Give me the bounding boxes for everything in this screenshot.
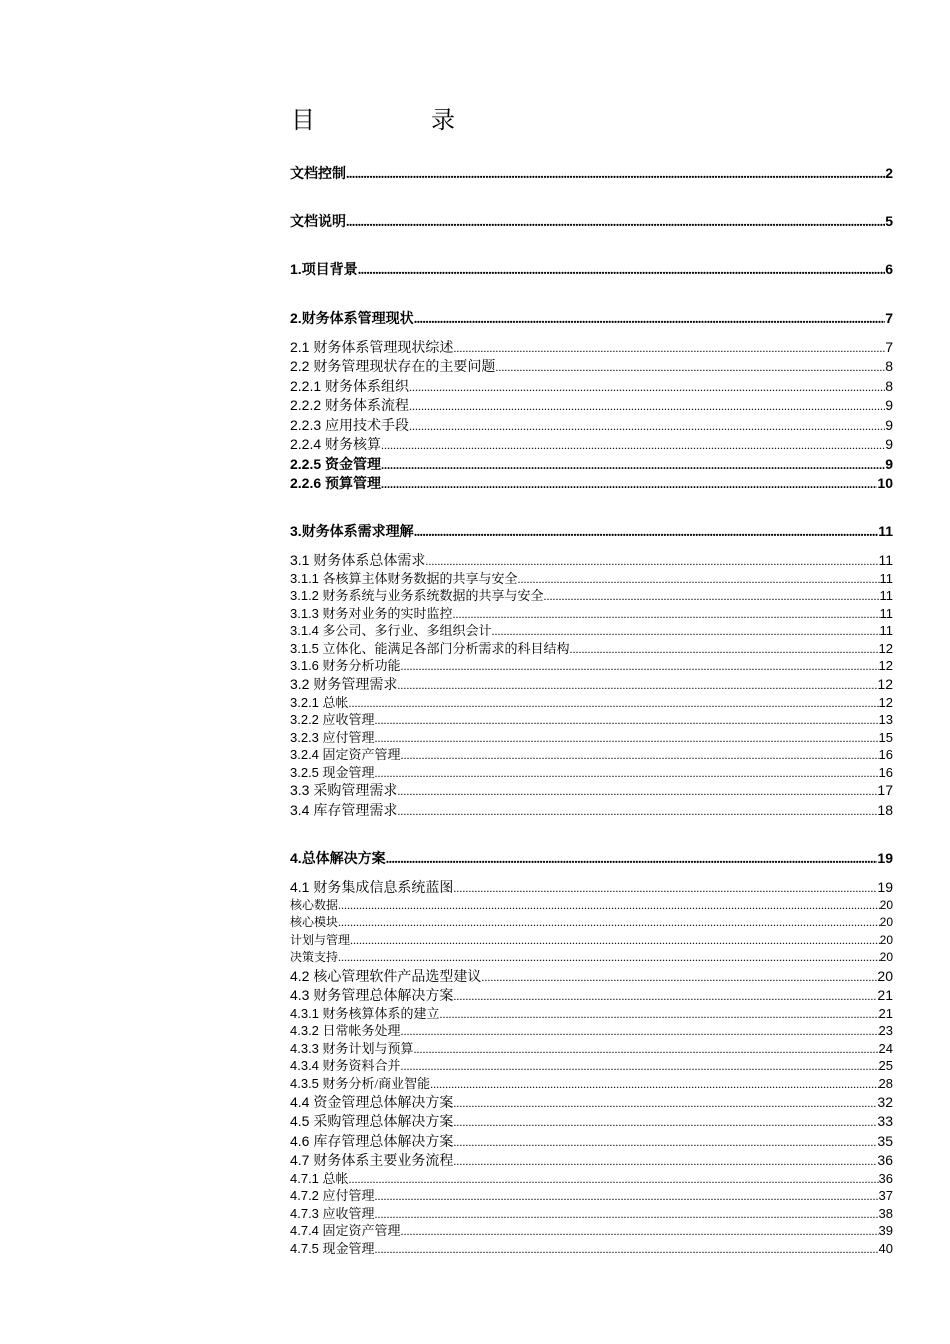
- toc-entry-number: 4.7: [290, 1152, 314, 1168]
- toc-entry-text: 财务管理现状存在的主要问题: [313, 360, 496, 375]
- toc-entry-number: 3.2.1: [290, 695, 323, 710]
- toc-entry[interactable]: [290, 932, 893, 948]
- toc-entry[interactable]: [290, 849, 893, 869]
- toc-entry-number: 4.4: [290, 1094, 314, 1110]
- toc-entry-number: 4.3.1: [290, 1006, 323, 1021]
- toc-dot-leader: [544, 588, 880, 605]
- toc-dot-leader: [401, 1023, 879, 1040]
- toc-dot-leader: [375, 730, 879, 747]
- toc-entry-label: [290, 377, 409, 397]
- toc-dot-leader: [518, 571, 880, 588]
- toc-page-number: 6: [885, 261, 893, 277]
- toc-entry-label: [290, 1057, 401, 1074]
- toc-entry-label: [290, 675, 397, 695]
- toc-page-number: 23: [878, 1023, 893, 1038]
- toc-page-number: 19: [877, 879, 893, 895]
- toc-page-number: 9: [885, 417, 893, 433]
- toc-entry[interactable]: [290, 711, 893, 729]
- toc-entry-text: 决策支持: [290, 950, 339, 964]
- toc-entry-label: [290, 986, 453, 1006]
- toc-entry-text: 项目背景: [301, 263, 358, 278]
- toc-entry[interactable]: [290, 1040, 893, 1058]
- toc-dot-leader: [375, 1241, 879, 1258]
- toc-entry-text: 财务集成信息系统蓝图: [313, 881, 454, 896]
- toc-entry[interactable]: [290, 338, 893, 358]
- toc-entry-label: [290, 357, 495, 377]
- toc-dot-leader: [346, 214, 885, 232]
- toc-entry-number: 2.2.4: [290, 436, 326, 452]
- toc-entry[interactable]: [290, 949, 893, 965]
- toc-page-number: 28: [878, 1076, 893, 1091]
- toc-dot-leader: [453, 1113, 877, 1132]
- toc-entry-label: [290, 260, 358, 280]
- toc-entry[interactable]: [290, 1132, 893, 1152]
- toc-entry-number: 4.3.4: [290, 1058, 323, 1073]
- toc-entry[interactable]: [290, 587, 893, 605]
- toc-page-number: 11: [879, 623, 893, 638]
- toc-entry-label: [290, 309, 414, 329]
- toc-entry[interactable]: [290, 622, 893, 640]
- toc-entry-label: [290, 1005, 440, 1022]
- toc-entry-number: 4.3.2: [290, 1023, 323, 1038]
- toc-entry-text: 核心管理软件产品选型建议: [313, 970, 482, 985]
- toc-page-number: 33: [877, 1113, 893, 1129]
- toc-entry-number: 1.: [290, 261, 302, 277]
- toc-entry-text: 总体解决方案: [301, 852, 386, 867]
- toc-dot-leader: [375, 712, 879, 729]
- toc-page-number: 21: [878, 1006, 893, 1021]
- toc-page-number: 25: [878, 1058, 893, 1073]
- toc-page-number: 11: [879, 588, 893, 603]
- toc-entry-text: 现金管理: [322, 1241, 375, 1256]
- toc-entry-number: 2.2.2: [290, 397, 326, 413]
- toc-entry-number: 3.2.3: [290, 730, 323, 745]
- toc-entry-label: [290, 694, 349, 711]
- toc-entry[interactable]: [290, 1187, 893, 1205]
- toc-entry-text: 财务体系组织: [325, 380, 410, 395]
- toc-entry-number: 2.1: [290, 339, 314, 355]
- toc-entry-number: 4.3.5: [290, 1076, 323, 1091]
- toc-entry[interactable]: [290, 967, 893, 987]
- toc-entry-number: 4.1: [290, 879, 314, 895]
- toc-entry-text: 采购管理需求: [313, 784, 398, 799]
- toc-dot-leader: [440, 1006, 879, 1023]
- toc-entry-label: [290, 605, 453, 622]
- toc-entry[interactable]: [290, 474, 893, 494]
- toc-entry-label: [290, 849, 386, 869]
- toc-dot-leader: [397, 802, 877, 821]
- toc-entry-text: 计划与管理: [290, 933, 351, 947]
- toc-entry[interactable]: [290, 764, 893, 782]
- toc-page-number: 20: [877, 968, 893, 984]
- toc-entry-label: [290, 1093, 453, 1113]
- toc-entry-label: [290, 729, 375, 746]
- toc-entry[interactable]: [290, 416, 893, 436]
- toc-entry[interactable]: [290, 570, 893, 588]
- toc-entry-text: 日常帐务处理: [322, 1023, 401, 1038]
- toc-entry-text: 财务管理总体解决方案: [313, 989, 454, 1004]
- toc-entry-label: [290, 781, 397, 801]
- toc-entry-label: [290, 746, 401, 763]
- toc-entry[interactable]: [290, 1075, 893, 1093]
- toc-entry[interactable]: [290, 694, 893, 712]
- toc-entry-number: 3.: [290, 523, 302, 539]
- toc-dot-leader: [453, 339, 885, 358]
- toc-entry[interactable]: [290, 1005, 893, 1023]
- toc-entry[interactable]: [290, 1240, 893, 1258]
- toc-page-number: 2: [885, 165, 893, 181]
- toc-dot-leader: [375, 1206, 879, 1223]
- toc-page-number: 11: [878, 552, 893, 568]
- table-of-contents: [290, 0, 893, 1344]
- toc-entry-number: 3.1.1: [290, 571, 323, 586]
- toc-entry-number: 4.3: [290, 987, 314, 1003]
- toc-page-number: 36: [878, 1171, 893, 1186]
- toc-entry-number: 3.2.2: [290, 712, 323, 727]
- toc-page-number: 24: [878, 1041, 893, 1056]
- toc-entry-label: [290, 166, 346, 184]
- toc-dot-leader: [453, 1133, 877, 1152]
- toc-dot-leader: [401, 658, 879, 675]
- toc-entry[interactable]: [290, 897, 893, 913]
- toc-entry[interactable]: [290, 657, 893, 675]
- toc-entry[interactable]: [290, 309, 893, 329]
- toc-dot-leader: [409, 417, 885, 436]
- toc-entry-number: 3.2.5: [290, 765, 323, 780]
- toc-entry-label: [290, 1205, 375, 1222]
- toc-dot-leader: [397, 676, 877, 695]
- toc-entry-number: 4.2: [290, 968, 314, 984]
- toc-entry-text: 采购管理总体解决方案: [313, 1115, 454, 1130]
- toc-entry-text: 财务对业务的实时监控: [322, 606, 453, 621]
- toc-entry[interactable]: [290, 1057, 893, 1075]
- toc-entry-text: 应付管理: [322, 730, 375, 745]
- toc-page-number: 16: [878, 765, 893, 780]
- toc-entry-label: [290, 1187, 375, 1204]
- toc-dot-leader: [430, 1076, 878, 1093]
- toc-entry-label: [290, 897, 338, 913]
- toc-entry-text: 多公司、多行业、多组织会计: [322, 623, 492, 638]
- toc-dot-leader: [453, 1094, 877, 1113]
- toc-page-number: 40: [878, 1241, 893, 1256]
- toc-entry-text: 核心数据: [290, 898, 339, 912]
- toc-page-number: 16: [878, 747, 893, 762]
- toc-entry[interactable]: [290, 377, 893, 397]
- toc-page-number: 15: [878, 730, 893, 745]
- toc-page-number: 18: [877, 802, 893, 818]
- toc-entry-text: 财务系统与业务系统数据的共享与安全: [322, 588, 544, 603]
- toc-entry-label: [290, 455, 381, 475]
- toc-entry[interactable]: [290, 1222, 893, 1240]
- toc-entry-label: [290, 1222, 401, 1239]
- toc-entry[interactable]: [290, 729, 893, 747]
- toc-entry-number: 3.2: [290, 676, 314, 692]
- toc-entry-number: 3.1.5: [290, 641, 323, 656]
- toc-entry-number: 3.1.4: [290, 623, 323, 638]
- toc-page-number: 7: [885, 339, 893, 355]
- toc-entry-number: 4.5: [290, 1113, 314, 1129]
- toc-entry-text: 财务分析功能: [322, 658, 401, 673]
- toc-dot-leader: [349, 1171, 879, 1188]
- toc-entry-number: 4.6: [290, 1133, 314, 1149]
- toc-entry-number: 3.2.4: [290, 747, 323, 762]
- toc-page-number: 12: [878, 641, 893, 656]
- toc-dot-leader: [381, 436, 885, 455]
- toc-entry-label: [290, 1151, 453, 1171]
- toc-dot-leader: [414, 524, 879, 542]
- toc-entry[interactable]: [290, 781, 893, 801]
- toc-entry-text: 财务体系需求理解: [301, 525, 414, 540]
- toc-entry[interactable]: [290, 746, 893, 764]
- toc-dot-leader: [397, 782, 877, 801]
- toc-dot-leader: [453, 606, 880, 623]
- toc-page-number: 5: [885, 213, 893, 229]
- toc-entry-text: 财务体系流程: [325, 399, 410, 414]
- toc-entry-text: 总帐: [322, 1171, 349, 1186]
- toc-entry-label: [290, 474, 381, 494]
- toc-page-number: 20: [879, 950, 893, 964]
- toc-entry-label: [290, 878, 453, 898]
- toc-entry-label: [290, 214, 346, 232]
- toc-entry-label: [290, 435, 381, 455]
- toc-dot-leader: [338, 914, 880, 930]
- toc-entry-label: [290, 1132, 453, 1152]
- toc-entry-label: [290, 416, 409, 436]
- toc-entry-label: [290, 522, 414, 542]
- toc-dot-leader: [453, 1152, 877, 1171]
- toc-dot-leader: [375, 765, 879, 782]
- toc-entry-text: 应用技术手段: [325, 419, 410, 434]
- toc-page-number: 37: [878, 1188, 893, 1203]
- toc-entry-number: 2.2.5: [290, 456, 326, 472]
- toc-page-number: 19: [877, 850, 893, 866]
- toc-page-number: 20: [879, 933, 893, 947]
- toc-entry-text: 立体化、能满足各部门分析需求的科目结构: [322, 641, 570, 656]
- toc-entry-number: 4.: [290, 850, 302, 866]
- toc-entry-text: 财务体系管理现状: [301, 312, 414, 327]
- toc-entry-text: 财务计划与预算: [322, 1041, 414, 1056]
- toc-entry-text: 财务体系总体需求: [313, 554, 426, 569]
- toc-entry-text: 财务核算: [325, 438, 382, 453]
- toc-page-number: 8: [885, 378, 893, 394]
- toc-entry[interactable]: [290, 357, 893, 377]
- toc-entry-text: 应收管理: [322, 1206, 375, 1221]
- toc-entry-label: [290, 587, 544, 604]
- toc-page-number: 21: [877, 987, 893, 1003]
- toc-entry-label: [290, 396, 409, 416]
- toc-entry-text: 财务体系主要业务流程: [313, 1154, 454, 1169]
- toc-entry[interactable]: [290, 986, 893, 1006]
- toc-entry-text: 资金管理总体解决方案: [313, 1096, 454, 1111]
- toc-entry-text: 固定资产管理: [322, 1223, 401, 1238]
- toc-entry-label: [290, 1040, 414, 1057]
- toc-entry-label: [290, 1112, 453, 1132]
- toc-entry[interactable]: [290, 522, 893, 542]
- toc-entry-text: 预算管理: [325, 477, 382, 492]
- toc-page-number: 39: [878, 1223, 893, 1238]
- toc-page-number: 12: [877, 676, 893, 692]
- toc-dot-leader: [495, 358, 885, 377]
- toc-dot-leader: [401, 1223, 879, 1240]
- toc-entry-text: 现金管理: [322, 765, 375, 780]
- toc-page-number: 10: [877, 475, 893, 491]
- toc-dot-leader: [401, 747, 879, 764]
- toc-entry[interactable]: [290, 675, 893, 695]
- toc-entry-text: 资金管理: [325, 458, 382, 473]
- toc-page-number: 11: [878, 523, 893, 539]
- toc-entry-label: [290, 551, 425, 571]
- toc-entry[interactable]: [290, 1205, 893, 1223]
- toc-entry[interactable]: [290, 1170, 893, 1188]
- toc-entry-text: 文档说明: [290, 215, 346, 230]
- toc-entry-number: 4.7.4: [290, 1223, 323, 1238]
- toc-page-number: 20: [879, 915, 893, 929]
- toc-entry[interactable]: [290, 455, 893, 475]
- toc-page-number: 8: [885, 358, 893, 374]
- toc-entry[interactable]: [290, 212, 893, 232]
- toc-dot-leader: [409, 397, 885, 416]
- toc-page-number: 12: [878, 658, 893, 673]
- toc-page-number: 36: [877, 1152, 893, 1168]
- toc-dot-leader: [425, 552, 878, 571]
- toc-entry-text: 总帐: [322, 695, 349, 710]
- toc-entry[interactable]: [290, 605, 893, 623]
- toc-dot-leader: [401, 1058, 879, 1075]
- toc-entry-label: [290, 1075, 430, 1092]
- toc-page-number: 32: [877, 1094, 893, 1110]
- toc-entry-text: 固定资产管理: [322, 747, 401, 762]
- toc-dot-leader: [409, 378, 885, 397]
- toc-entry[interactable]: [290, 551, 893, 571]
- toc-entry[interactable]: [290, 801, 893, 821]
- toc-entry[interactable]: [290, 1093, 893, 1113]
- toc-entry[interactable]: [290, 435, 893, 455]
- toc-entry-label: [290, 1022, 401, 1039]
- toc-page-number: 13: [878, 712, 893, 727]
- toc-dot-leader: [481, 968, 877, 987]
- toc-entry-label: [290, 1240, 375, 1257]
- toc-entry[interactable]: [290, 260, 893, 280]
- toc-page-number: 20: [879, 898, 893, 912]
- toc-entry-label: [290, 801, 397, 821]
- toc-entry-text: 应付管理: [322, 1188, 375, 1203]
- toc-entry-label: [290, 570, 518, 587]
- toc-entry-label: [290, 764, 375, 781]
- toc-entry-text: 应收管理: [322, 712, 375, 727]
- toc-entry-number: 3.1.3: [290, 606, 323, 621]
- toc-dot-leader: [381, 475, 877, 494]
- toc-page-number: 38: [878, 1206, 893, 1221]
- toc-entry[interactable]: [290, 396, 893, 416]
- toc-entry-label: [290, 1170, 349, 1187]
- toc-page-number: 7: [885, 310, 893, 326]
- toc-dot-leader: [492, 623, 880, 640]
- toc-entry-number: 2.2: [290, 358, 314, 374]
- toc-page-number: 11: [879, 606, 893, 621]
- toc-dot-leader: [414, 311, 886, 329]
- toc-entry[interactable]: [290, 914, 893, 930]
- toc-dot-leader: [338, 949, 880, 965]
- toc-page-number: 11: [879, 571, 893, 586]
- toc-page-number: 9: [885, 456, 893, 472]
- toc-entry-text: 库存管理总体解决方案: [313, 1135, 454, 1150]
- toc-entry-text: 核心模块: [290, 915, 339, 929]
- toc-entry-number: 3.4: [290, 802, 314, 818]
- toc-entry-number: 4.7.5: [290, 1241, 323, 1256]
- toc-dot-leader: [453, 879, 877, 898]
- toc-page-number: 9: [885, 397, 893, 413]
- toc-dot-leader: [375, 1188, 879, 1205]
- toc-entry-text: 财务分析/商业智能: [322, 1076, 431, 1091]
- toc-page-number: 35: [877, 1133, 893, 1149]
- toc-dot-leader: [453, 987, 877, 1006]
- toc-entry-text: 文档控制: [290, 167, 346, 182]
- toc-entry-text: 各核算主体财务数据的共享与安全: [322, 571, 518, 586]
- toc-entry-number: 2.2.3: [290, 417, 326, 433]
- toc-entry-label: [290, 914, 338, 930]
- toc-entry-number: 2.2.1: [290, 378, 326, 394]
- toc-entry[interactable]: [290, 1151, 893, 1171]
- toc-entry-number: 3.1.6: [290, 658, 323, 673]
- toc-entry-number: 3.1: [290, 552, 314, 568]
- toc-entry-label: [290, 967, 481, 987]
- toc-entry-number: 4.7.2: [290, 1188, 323, 1203]
- toc-dot-leader: [349, 695, 879, 712]
- toc-entry-label: [290, 932, 350, 948]
- toc-entry-number: 3.1.2: [290, 588, 323, 603]
- toc-entry-text: 财务管理需求: [313, 678, 398, 693]
- toc-entry-label: [290, 640, 570, 657]
- toc-entry-label: [290, 338, 453, 358]
- toc-entry-text: 财务核算体系的建立: [322, 1006, 440, 1021]
- toc-entry[interactable]: [290, 1022, 893, 1040]
- toc-entry[interactable]: [290, 878, 893, 898]
- toc-entry-text: 财务资料合并: [322, 1058, 401, 1073]
- toc-entry-label: [290, 622, 492, 639]
- toc-entry[interactable]: [290, 164, 893, 184]
- toc-entry-label: [290, 657, 401, 674]
- toc-entry-text: 库存管理需求: [313, 804, 398, 819]
- toc-dot-leader: [386, 851, 878, 869]
- toc-dot-leader: [381, 456, 885, 475]
- toc-entry-number: 4.3.3: [290, 1041, 323, 1056]
- toc-entry-number: 4.7.1: [290, 1171, 323, 1186]
- toc-dot-leader: [338, 897, 880, 913]
- toc-entry-label: [290, 711, 375, 728]
- toc-page-number: 17: [877, 782, 893, 798]
- toc-dot-leader: [414, 1041, 879, 1058]
- toc-page-number: 12: [878, 695, 893, 710]
- toc-dot-leader: [346, 166, 885, 184]
- toc-dot-leader: [358, 262, 886, 280]
- toc-entry-number: 2.: [290, 310, 302, 326]
- toc-page-number: 9: [885, 436, 893, 452]
- toc-dot-leader: [570, 641, 879, 658]
- toc-entry-text: 财务体系管理现状综述: [313, 341, 454, 356]
- toc-entry-number: 4.7.3: [290, 1206, 323, 1221]
- toc-entry-number: 2.2.6: [290, 475, 326, 491]
- page-title: 目 录: [291, 108, 501, 134]
- toc-entry[interactable]: [290, 640, 893, 658]
- toc-entry-label: [290, 949, 338, 965]
- toc-entry-number: 3.3: [290, 782, 314, 798]
- toc-dot-leader: [350, 932, 880, 948]
- toc-entry[interactable]: [290, 1112, 893, 1132]
